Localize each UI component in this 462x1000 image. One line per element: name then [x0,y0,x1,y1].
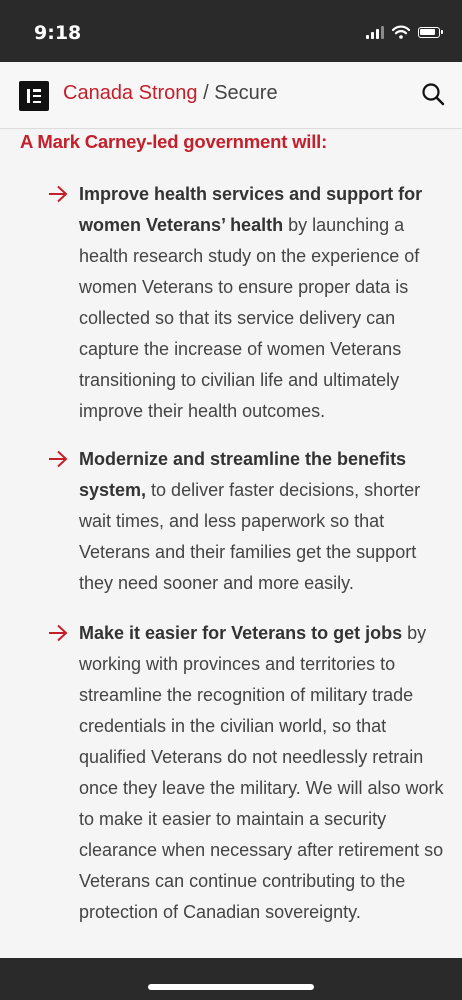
search-icon[interactable] [420,81,446,107]
battery-icon [418,27,440,38]
list-item-body: by working with provinces and territories to streamline the recognition of military trade credentials in the civilian world, so that qualified Veterans do not needlessly retrain once they leave the military. We will also work to make it easier to maintain a security clearance when necessary after retirement so Veterans can continue contributing to the protection of Canadian sovereignty. [79,623,444,922]
article-content [0,128,462,958]
list-item-text [79,179,445,427]
status-bar [0,0,462,62]
list-item-title: Modernize and streamline the benefits system, [79,449,407,500]
arrow-right-icon [48,185,68,203]
breadcrumb-current: Secure [214,82,278,104]
home-indicator[interactable] [148,984,314,990]
breadcrumb [63,82,278,105]
arrow-right-icon [48,450,68,468]
list-item-body: by launching a health research study on the experience of women Veterans to ensure proper data is collected so that its service delivery can capture the increase of women Veterans transitioning to civilian life and ultimately improve their health outcomes. [79,215,420,421]
list-item-body: to deliver faster decisions, shorter wait times, and less paperwork so that Veterans and their families get the support they need sooner and more easily. [79,480,421,593]
signal-icon [366,25,384,39]
list-item-text [79,618,445,928]
status-time: 9:18 [34,22,82,44]
list-item-title: Improve health services and support for women Veterans’ health [79,184,423,235]
elementor-logo-icon[interactable] [19,81,49,111]
site-header [0,62,462,129]
arrow-right-icon [48,624,68,642]
list-item-title: Make it easier for Veterans to get jobs [79,623,403,643]
status-icons [366,25,440,39]
section-heading: A Mark Carney-led government will: [20,131,328,152]
wifi-icon [392,25,410,39]
list-item-text [79,444,445,599]
breadcrumb-separator: / [197,82,215,104]
breadcrumb-link-canada-strong[interactable]: Canada Strong [63,82,198,104]
bottom-bar [0,958,462,1000]
